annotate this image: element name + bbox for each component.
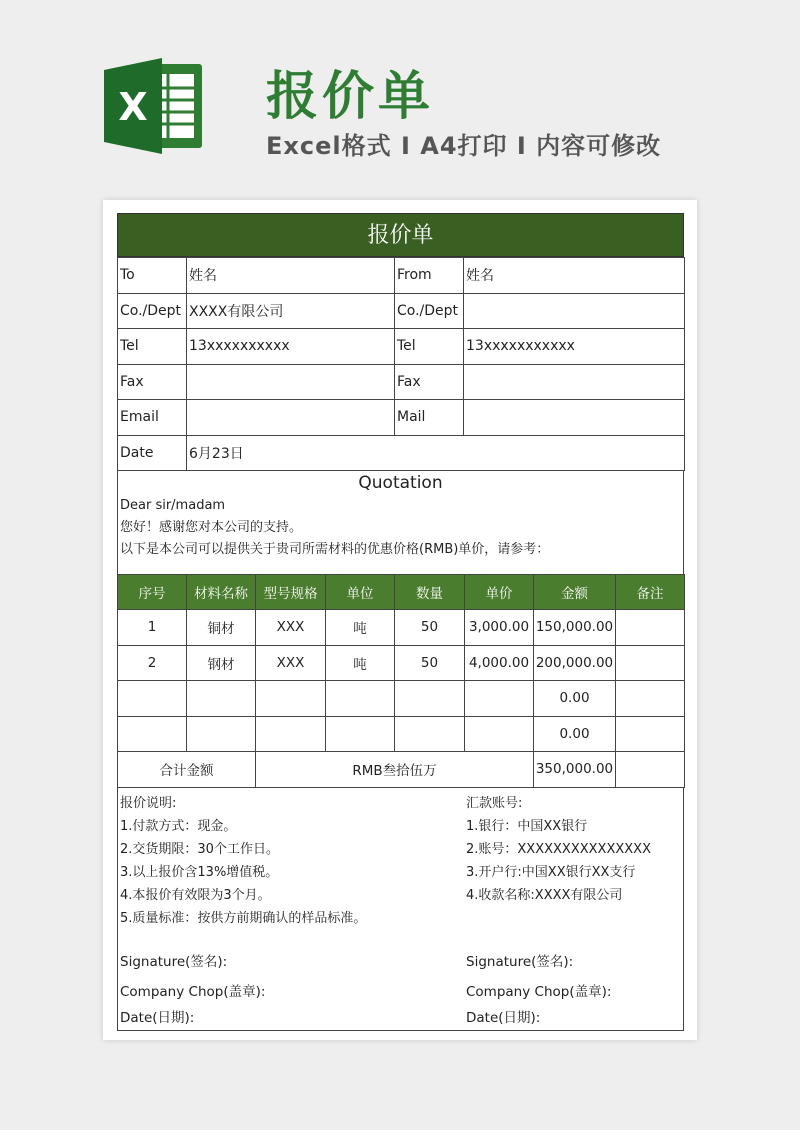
item-cell-price[interactable]: 4,000.00 (465, 645, 534, 681)
item-cell-model[interactable]: XXX (256, 610, 326, 646)
total-note[interactable] (616, 752, 685, 788)
item-cell-amount[interactable]: 0.00 (534, 681, 616, 717)
item-cell-note[interactable] (616, 610, 685, 646)
items-header-row (118, 575, 685, 610)
date-value[interactable]: 6月23日 (187, 435, 685, 471)
item-row (118, 610, 685, 646)
item-cell-model[interactable]: XXX (256, 645, 326, 681)
account-line: 2.账号：XXXXXXXXXXXXXXX (466, 841, 651, 857)
signature-right: Signature(签名): (466, 953, 574, 970)
sheet-title: 报价单 (117, 213, 684, 257)
info-value-right[interactable] (464, 364, 685, 400)
date-sign-left: Date(日期): (120, 1009, 195, 1026)
item-cell-amount[interactable]: 0.00 (534, 716, 616, 752)
item-row (118, 681, 685, 717)
info-label-left: Fax (118, 364, 187, 400)
item-cell-model[interactable] (256, 716, 326, 752)
intro-line-1: 您好！感谢您对本公司的支持。 (120, 520, 303, 535)
date-sign-right: Date(日期): (466, 1009, 541, 1026)
item-cell-unit[interactable]: 吨 (326, 645, 395, 681)
items-table (117, 574, 685, 788)
info-row (118, 258, 685, 294)
account-title: 汇款账号: (466, 795, 523, 811)
info-label-left: Tel (118, 329, 187, 365)
terms-line: 4.本报价有效限为3个月。 (120, 887, 271, 903)
quotation-title: Quotation (358, 473, 443, 493)
banner-subtitle: Excel格式 I A4打印 I 内容可修改 (266, 132, 662, 160)
terms-line: 5.质量标准：按供方前期确认的样品标准。 (120, 910, 367, 926)
notes-section (117, 788, 684, 1031)
item-cell-note[interactable] (616, 645, 685, 681)
item-cell-no[interactable] (118, 716, 187, 752)
terms-block (120, 792, 366, 930)
contact-info-table (117, 257, 685, 471)
info-row (118, 293, 685, 329)
item-cell-price[interactable] (465, 716, 534, 752)
total-row (118, 752, 685, 788)
column-header: 备注 (616, 575, 685, 610)
banner-title: 报价单 (266, 67, 435, 127)
item-cell-amount[interactable]: 200,000.00 (534, 645, 616, 681)
info-label-right: From (395, 258, 464, 294)
info-row (118, 329, 685, 365)
date-label: Date (118, 435, 187, 471)
info-label-right: Fax (395, 364, 464, 400)
chop-left: Company Chop(盖章): (120, 983, 266, 1000)
account-line: 1.银行：中国XX银行 (466, 818, 588, 834)
terms-line: 3.以上报价含13%增值税。 (120, 864, 279, 880)
terms-line: 2.交货期限：30个工作日。 (120, 841, 279, 857)
item-cell-note[interactable] (616, 681, 685, 717)
column-header: 金额 (534, 575, 616, 610)
signature-left: Signature(签名): (120, 953, 228, 970)
info-value-right[interactable]: 姓名 (464, 258, 685, 294)
terms-title: 报价说明: (120, 795, 177, 811)
item-cell-note[interactable] (616, 716, 685, 752)
intro-line-2: 以下是本公司可以提供关于贵司所需材料的优惠价格(RMB)单价，请参考： (120, 542, 550, 557)
item-cell-name[interactable]: 铜材 (187, 610, 256, 646)
info-value-right[interactable] (464, 293, 685, 329)
item-cell-qty[interactable] (395, 716, 465, 752)
column-header: 材料名称 (187, 575, 256, 610)
info-value-right[interactable]: 13xxxxxxxxxxx (464, 329, 685, 365)
column-header: 型号规格 (256, 575, 326, 610)
item-cell-unit[interactable]: 吨 (326, 610, 395, 646)
info-label-left: Co./Dept (118, 293, 187, 329)
item-cell-price[interactable] (465, 681, 534, 717)
item-cell-qty[interactable]: 50 (395, 610, 465, 646)
info-value-left[interactable] (187, 400, 395, 436)
column-header: 数量 (395, 575, 465, 610)
item-row (118, 716, 685, 752)
info-value-left[interactable]: 13xxxxxxxxxx (187, 329, 395, 365)
banner (0, 0, 800, 200)
total-label: 合计金额 (118, 752, 256, 788)
item-cell-price[interactable]: 3,000.00 (465, 610, 534, 646)
info-value-left[interactable]: 姓名 (187, 258, 395, 294)
quotation-intro (117, 471, 684, 574)
item-cell-name[interactable]: 钢材 (187, 645, 256, 681)
item-row (118, 645, 685, 681)
excel-icon (104, 58, 204, 154)
info-label-right: Mail (395, 400, 464, 436)
logo-letter: X (118, 85, 148, 129)
item-cell-model[interactable] (256, 681, 326, 717)
item-cell-unit[interactable] (326, 716, 395, 752)
chop-right: Company Chop(盖章): (466, 983, 612, 1000)
item-cell-amount[interactable]: 150,000.00 (534, 610, 616, 646)
account-line: 3.开户行:中国XX银行XX支行 (466, 864, 636, 880)
item-cell-name[interactable] (187, 681, 256, 717)
info-row (118, 364, 685, 400)
item-cell-no[interactable]: 1 (118, 610, 187, 646)
quotation-sheet (117, 213, 684, 1031)
item-cell-qty[interactable]: 50 (395, 645, 465, 681)
total-words[interactable]: RMB叁拾伍万 (256, 752, 534, 788)
account-block (466, 792, 651, 907)
greeting: Dear sir/madam (120, 498, 226, 513)
info-label-right: Tel (395, 329, 464, 365)
column-header: 序号 (118, 575, 187, 610)
item-cell-unit[interactable] (326, 681, 395, 717)
terms-line: 1.付款方式：现金。 (120, 818, 237, 834)
total-amount[interactable]: 350,000.00 (534, 752, 616, 788)
info-value-left[interactable]: XXXX有限公司 (187, 293, 395, 329)
item-cell-no[interactable] (118, 681, 187, 717)
info-value-right[interactable] (464, 400, 685, 436)
item-cell-name[interactable] (187, 716, 256, 752)
column-header: 单价 (465, 575, 534, 610)
account-line: 4.收款名称:XXXX有限公司 (466, 887, 623, 903)
info-row (118, 400, 685, 436)
info-label-left: Email (118, 400, 187, 436)
column-header: 单位 (326, 575, 395, 610)
date-row (118, 435, 685, 471)
info-label-right: Co./Dept (395, 293, 464, 329)
info-value-left[interactable] (187, 364, 395, 400)
info-label-left: To (118, 258, 187, 294)
item-cell-no[interactable]: 2 (118, 645, 187, 681)
item-cell-qty[interactable] (395, 681, 465, 717)
